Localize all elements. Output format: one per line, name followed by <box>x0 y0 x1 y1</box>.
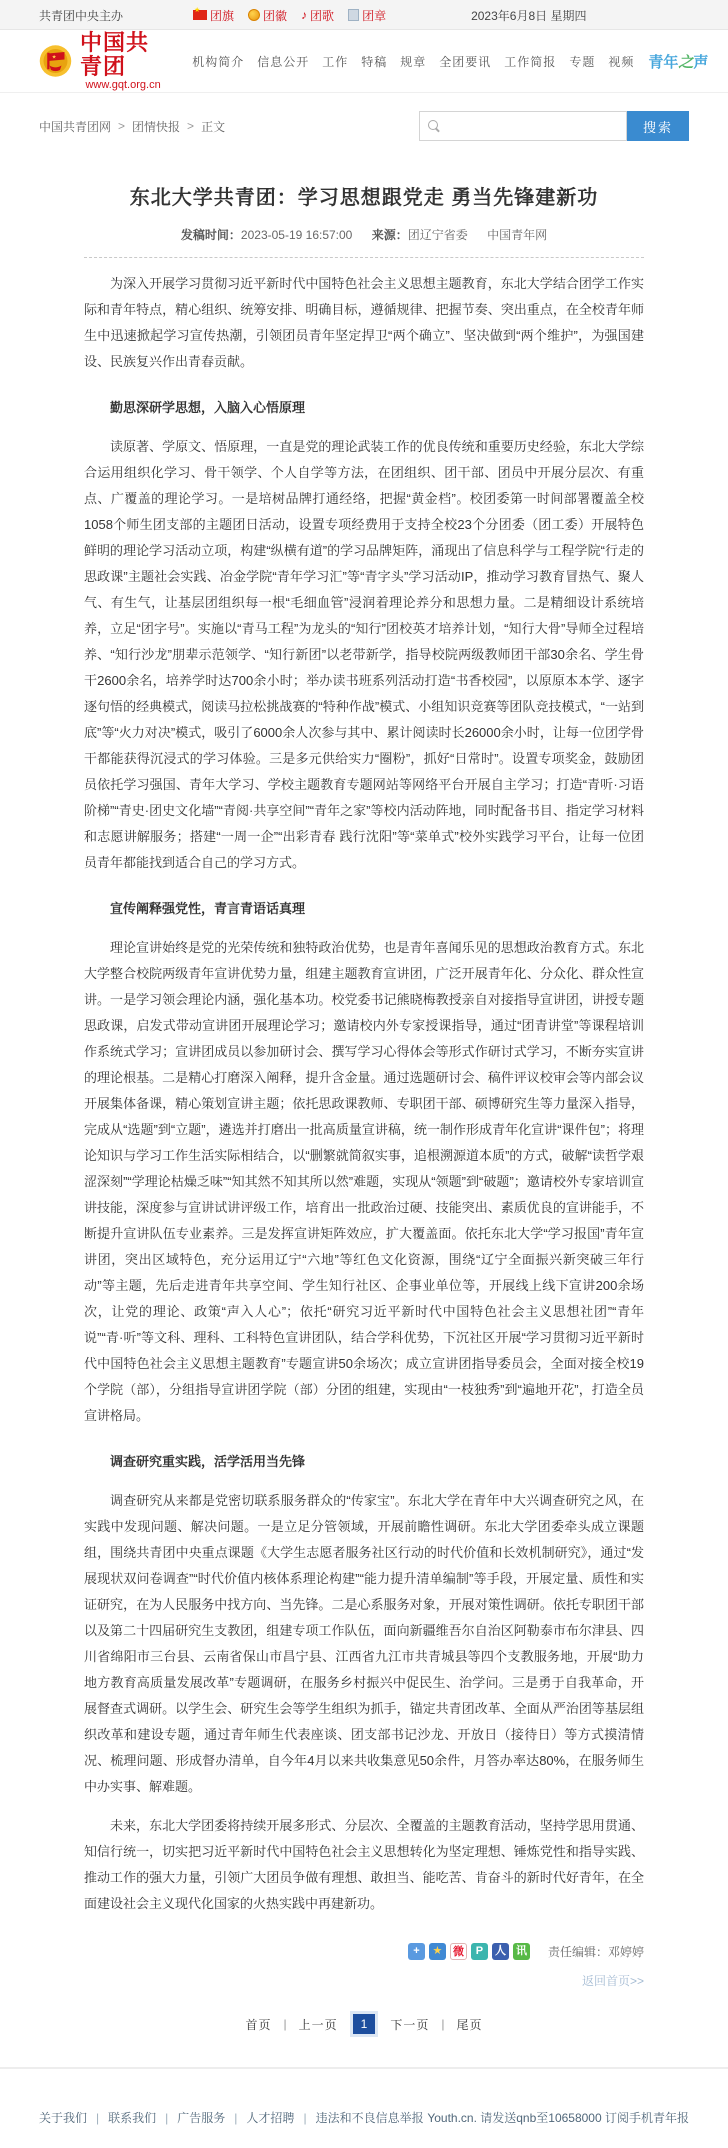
breadcrumb <box>39 118 225 135</box>
pagination-divider: | <box>283 2017 287 2031</box>
source-site: 中国青年网 <box>487 228 548 242</box>
page-current: 1 <box>350 2011 379 2037</box>
footer-link-contact[interactable]: 联系我们 <box>108 2111 157 2125</box>
footer-divider: | <box>165 2110 169 2125</box>
search-box <box>419 111 689 141</box>
site-footer <box>0 2067 728 2148</box>
article-section-heading: 勤思深研学思想，入脑入心悟原理 <box>110 400 306 415</box>
site-header <box>0 30 728 92</box>
nav-item-video[interactable]: 视频 <box>608 54 635 69</box>
footer-divider: | <box>303 2110 307 2125</box>
site-logo[interactable] <box>39 31 166 91</box>
article-paragraph: 为深入开展学习贯彻习近平新时代中国特色社会主义思想主题教育，东北大学结合团学工作实际和青年特点，精心组织、统筹安排、明确目标，遵循规律、把握节奏、突出重点，在全校青年师生中迅速掀起学习宣传热潮，引领团员青年坚定捍卫“两个确立”、坚决做到“两个维护”，为强国建设、民族复兴作出青春贡献。 <box>84 276 644 369</box>
article-paragraph: 理论宣讲始终是党的光荣传统和独特政治优势，也是青年喜闻乐见的思想政治教育方式。东北大学整合校院两级青年宣讲优势力量，组建主题教育宣讲团，广泛开展青年化、分众化、群众性宣讲。一是学习领会理论内涵，强化基本功。校党委书记熊晓梅教授亲自对接指导宣讲团，讲授专题思政课，启发式带动宣讲团开展理论学习；邀请校内外专家授课指导，通过“团青讲堂”等课程培训作系统式学习；宣讲团成员以参加研讨会、撰写学习心得体会等形式作研讨式学习，不断夯实宣讲的理论根基。二是精心打磨深入阐释，提升含金量。通过选题研讨会、稿件评议校审会等内部会议开展集体备课，精心策划宣讲主题；依托思政课教师、专职团干部、硕博研究生等力量深入指导，完成从“选题”到“立题”，遴选并打磨出一批高质量宣讲稿，统一制作形成青年化宣讲“课件包”；将理论知识与学习工作生活实际相结合，以“删繁就简叙实事，追根溯源道本质”的方式，破解“读哲学艰涩深刻”“学理论枯燥乏味”“知其然不知其所以然”难题，实现从“领题”到“破题”；邀请校外专家培训宣讲技能，深度参与宣讲试讲评级工作，培育出一批政治过硬、技能突出、素质优良的宣讲能手，不断提升宣讲队伍专业素养。三是发挥宣讲矩阵效应，扩大覆盖面。依托东北大学“学习报国”青年宣讲团，突出区域特色，充分运用辽宁“六地”等红色文化资源，围绕“辽宁全面振兴新突破三年行动”等主题，先后走进青年共享空间、学生知行社区、企事业单位等，开展线上线下宣讲200余场次，让党的理论、政策“声入人心”；依托“研究习近平新时代中国特色社会主义思想社团”“青年说”“青·听”等文科、理科、工科特色宣讲团队，结合学科优势，下沉社区开展“学习贯彻习近平新时代中国特色社会主义思想主题教育”专题宣讲50余场次；成立宣讲团指导委员会，全面对接全校19个学院（部），分组指导宣讲团学院（部）分团的组建，实现由“一枝独秀”到“遍地开花”，打造全员宣讲格局。 <box>84 940 644 1423</box>
article-paragraph: 未来，东北大学团委将持续开展多形式、分层次、全覆盖的主题教育活动，坚持学思用贯通、知信行统一，切实把习近平新时代中国特色社会主义思想转化为坚定理想、锤炼党性和指导实践、推动工作的强大力量，引领广大团员争做有理想、敢担当、能吃苦、肯奋斗的新时代好青年，在全面建设社会主义现代化国家的火热实践中再建新功。 <box>84 1818 644 1911</box>
pagination-divider: | <box>441 2017 445 2031</box>
share-more-icon[interactable]: + <box>408 1943 425 1960</box>
share-weibo-icon[interactable]: 微 <box>450 1943 467 1960</box>
publish-time: 2023-05-19 16:57:00 <box>240 228 353 242</box>
emblem-icon <box>248 9 260 21</box>
youth-voice-part3: 声 <box>693 53 709 71</box>
footer-link-jobs[interactable]: 人才招聘 <box>246 2111 295 2125</box>
footer-divider: | <box>96 2110 100 2125</box>
league-anthem-label: 团歌 <box>310 8 335 23</box>
breadcrumb-home[interactable]: 中国共青团网 <box>39 119 112 134</box>
article-paragraph: 读原著、学原文、悟原理，一直是党的理论武装工作的优良传统和重要历史经验，东北大学综合运用组织化学习、骨干领学、个人自学等方法，在团组织、团干部、团员中开展分层次、有重点、广覆盖的理论学习。一是培树品牌打通经络，把握“黄金档”。校团委第一时间部署覆盖全校1058个师生团支部的主题团日活动，设置专项经费用于支持全校23个分团委（团工委）开展特色鲜明的理论学习活动立项，构建“纵横有道”的学习品牌矩阵，涌现出了信息科学与工程学院“行走的思政课”主题社会实践、冶金学院“青年学习汇”等“青字头”学习活动IP，推动学习教育冒热气、聚人气、有生气，让基层团组织每一根“毛细血管”浸润着理论养分和思想力量。二是精细设计系统培养，立足“团字号”。实施以“青马工程”为龙头的“知行”团校英才培养计划，“知行大骨”导师全过程培养、“知行沙龙”朋辈示范领学、“知行新团”以老带新学，指导校院两级教师团干部30余名、学生骨干2600余名，培养学时达700余小时；举办读书班系列活动打造“书香校园”，以原原本本学、逐字逐句悟的经典模式，阅读马拉松挑战赛的“特种作战”模式、小组知识竞赛等团队竞技模式，“一站到底”等“火力对决”模式，吸引了6000余人次参与其中、累计阅读时长26000余小时，让每一位团学骨干都能获得沉浸式的学习体验。三是多元供给实力“圈粉”，抓好“日常时”。设置专项奖金，鼓励团员依托学习强国、青年大学习、学校主题教育专题网站等网络平台开展自主学习；打造“青听·习语阶梯”“青史·团史文化墙”“青阅·共享空间”“青年之家”等校内活动阵地，同时配备书目、指定学习材料和志愿讲解服务；搭建“一周一企”“出彩青春 践行沈阳”等“菜单式”校外实践学习平台，让每一位团员青年都能找到适合自己的学习方式。 <box>84 439 644 870</box>
editor-line <box>548 1943 644 1960</box>
breadcrumb-separator: > <box>187 119 195 133</box>
page-next[interactable]: 下一页 <box>390 2017 430 2032</box>
league-anthem-link[interactable] <box>301 7 334 24</box>
youth-voice-part1: 青年 <box>648 53 679 71</box>
date-label: 2023年6月8日 星期四 <box>471 8 587 23</box>
page-first[interactable]: 首页 <box>245 2017 272 2032</box>
meta-divider <box>84 257 644 258</box>
league-flag-label: 团旗 <box>210 8 235 23</box>
footer-divider: | <box>234 2110 238 2125</box>
share-row <box>84 1943 644 1960</box>
share-wechat-icon[interactable]: 讯 <box>513 1943 530 1960</box>
footer-subscribe-text: Youth.cn. 请发送qnb至10658000 订阅手机青年报 <box>427 2111 689 2125</box>
nav-item-league-news[interactable]: 全团要讯 <box>439 54 492 69</box>
topbar-links <box>193 7 386 24</box>
page-last[interactable]: 尾页 <box>456 2017 483 2032</box>
logo-text <box>80 31 166 91</box>
source-value: 团辽宁省委 <box>407 228 468 242</box>
source-label: 来源： <box>371 228 408 242</box>
back-home-link[interactable]: 返回首页>> <box>581 1974 644 1988</box>
league-charter-link[interactable] <box>348 7 386 24</box>
share-icons <box>408 1943 530 1960</box>
nav-item-about[interactable]: 机构简介 <box>192 54 245 69</box>
nav-item-info-disclosure[interactable]: 信息公开 <box>257 54 310 69</box>
article-section-heading: 宣传阐释强党性，青言青语话真理 <box>110 901 306 916</box>
footer-links <box>39 2109 424 2126</box>
footer-link-about[interactable]: 关于我们 <box>39 2111 88 2125</box>
flag-icon <box>193 10 207 20</box>
search-button[interactable]: 搜索 <box>627 111 689 141</box>
editor-label: 责任编辑： <box>547 1945 608 1959</box>
youth-voice-part2: 之 <box>678 53 694 71</box>
article-title: 东北大学共青团：学习思想跟党走 勇当先锋建新功 <box>129 187 599 209</box>
top-bar <box>0 0 728 30</box>
league-emblem-link[interactable] <box>248 7 287 24</box>
svg-text:★: ★ <box>51 54 57 61</box>
editor-name: 邓婷婷 <box>607 1945 644 1959</box>
pagination <box>84 2011 644 2037</box>
article <box>39 181 689 2037</box>
publish-time-label: 发稿时间： <box>180 228 241 242</box>
youth-voice-logo[interactable] <box>648 51 708 72</box>
page-prev[interactable]: 上一页 <box>298 2017 338 2032</box>
league-flag-link[interactable] <box>193 7 234 24</box>
league-emblem-logo-icon <box>39 39 72 83</box>
site-name: 中国共青团 <box>79 30 149 79</box>
footer-link-ads[interactable]: 广告服务 <box>177 2111 226 2125</box>
host-label: 共青团中央主办 <box>39 8 124 23</box>
share-qzone-icon[interactable]: ★ <box>429 1943 446 1960</box>
article-section-heading: 调查研究重实践，活学活用当先锋 <box>110 1454 306 1469</box>
breadcrumb-separator: > <box>118 119 126 133</box>
breadcrumb-row <box>0 92 728 155</box>
search-input[interactable] <box>446 113 626 139</box>
site-url: www.gqt.org.cn <box>85 79 161 91</box>
nav-item-features[interactable]: 特稿 <box>361 54 388 69</box>
nav-item-topics[interactable]: 专题 <box>569 54 596 69</box>
league-emblem-label: 团徽 <box>263 8 288 23</box>
music-note-icon: ♪ <box>301 8 308 22</box>
nav-item-regulations[interactable]: 规章 <box>400 54 427 69</box>
article-paragraph: 调查研究从来都是党密切联系服务群众的“传家宝”。东北大学在青年中大兴调查研究之风，在实践中发现问题、解决问题。一是立足分管领域，开展前瞻性调研。东北大学团委牵头成立课题组，围绕共青团中央重点课题《大学生志愿者服务社区行动的时代价值和长效机制研究》，通过“发展现状双问卷调查”“时代价值内核体系理论构建”“能力提升清单编制”等手段，开展定量、质性和实证研究，在为人民服务中找方向、当先锋。二是心系服务对象，开展对策性调研。依托专职团干部以及第二十四届研究生支教团，组建专项工作队伍，面向新疆维吾尔自治区阿勒泰市布尔津县、四川省绵阳市三台县、云南省保山市昌宁县、江西省九江市共青城县等四个支教服务地，开展“助力地方教育高质量发展改革”专题调研，在服务乡村振兴中促民生、治学问。三是勇于自我革命，开展督查式调研。以学生会、研究生会等学生组织为抓手，锚定共青团改革、全面从严治团等基层组织改革和建设专题，通过青年师生代表座谈、团支部书记沙龙、开放日（接待日）等方式摸清情况、梳理问题、形成督办清单，自今年4月以来共收集意见50余件，月答办率达80%，在服务师生中办实事、解难题。 <box>84 1493 644 1794</box>
search-icon <box>428 120 440 132</box>
breadcrumb-current: 正文 <box>201 119 226 134</box>
footer-link-report[interactable]: 违法和不良信息举报 <box>315 2111 424 2125</box>
article-meta <box>84 226 644 243</box>
nav-item-work-bulletin[interactable]: 工作简报 <box>504 54 557 69</box>
main-nav <box>192 53 634 70</box>
share-renren-icon[interactable]: 人 <box>492 1943 509 1960</box>
book-icon <box>348 9 359 21</box>
league-charter-label: 团章 <box>362 8 387 23</box>
share-tencent-weibo-icon[interactable]: P <box>471 1943 488 1960</box>
nav-item-work[interactable]: 工作 <box>322 54 349 69</box>
breadcrumb-section[interactable]: 团情快报 <box>132 119 181 134</box>
